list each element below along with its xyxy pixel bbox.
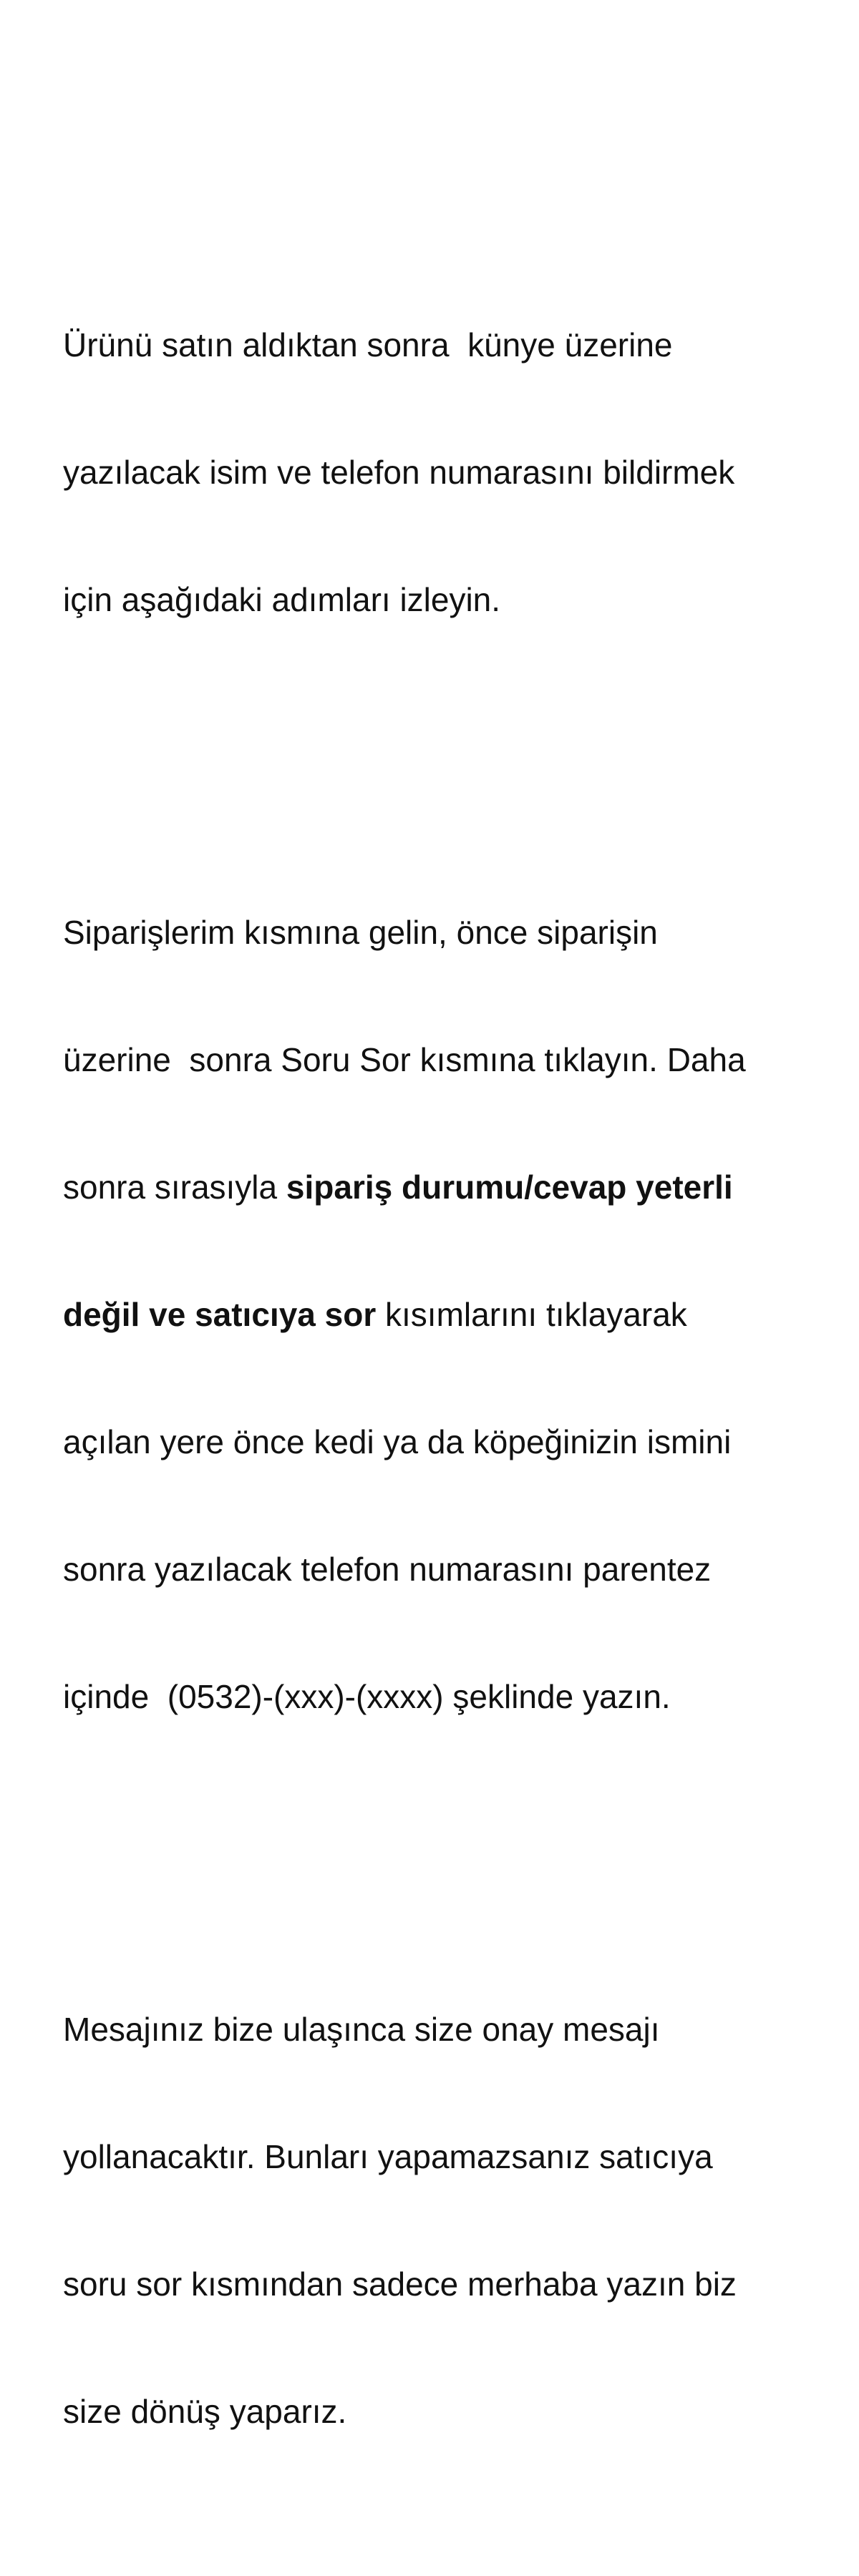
text-segment: sonra sırasıyla	[63, 1169, 286, 1206]
text-line: Siparişlerim kısmına gelin, önce siparişin	[63, 914, 658, 951]
text-line: size dönüş yaparız.	[63, 2393, 347, 2430]
text-line: yollanacaktır. Bunları yapamazsanız satıcıya	[63, 2138, 713, 2175]
text-line: soru sor kısmından sadece merhaba yazın biz	[63, 2265, 737, 2303]
text-line: Mesajınız bize ulaşınca size onay mesajı	[63, 2011, 660, 2048]
text-line: için aşağıdaki adımları izleyin.	[63, 581, 501, 618]
text-line: Ürünü satın aldıktan sonra künye üzerine	[63, 326, 673, 364]
text-line-mixed	[63, 1156, 822, 1219]
instruction-text	[63, 186, 822, 2576]
paragraph-intro	[63, 250, 822, 696]
paragraph-steps	[63, 837, 822, 1792]
text-line: sonra yazılacak telefon numarasını parentez	[63, 1551, 712, 1588]
text-line: üzerine sonra Soru Sor kısmına tıklayın. Daha	[63, 1041, 746, 1078]
text-segment: kısımlarını tıklayarak	[376, 1296, 687, 1333]
text-line: içinde (0532)-(xxx)-(xxxx) şeklinde yazın.	[63, 1678, 671, 1715]
text-line: açılan yere önce kedi ya da köpeğinizin ismini	[63, 1423, 732, 1460]
bold-text-segment: değil ve satıcıya sor	[63, 1296, 377, 1333]
paragraph-confirmation	[63, 1934, 822, 2507]
text-line-mixed	[63, 1283, 822, 1347]
bold-text-segment: sipariş durumu/cevap yeterli	[286, 1169, 733, 1206]
text-line: yazılacak isim ve telefon numarasını bildirmek	[63, 454, 735, 491]
